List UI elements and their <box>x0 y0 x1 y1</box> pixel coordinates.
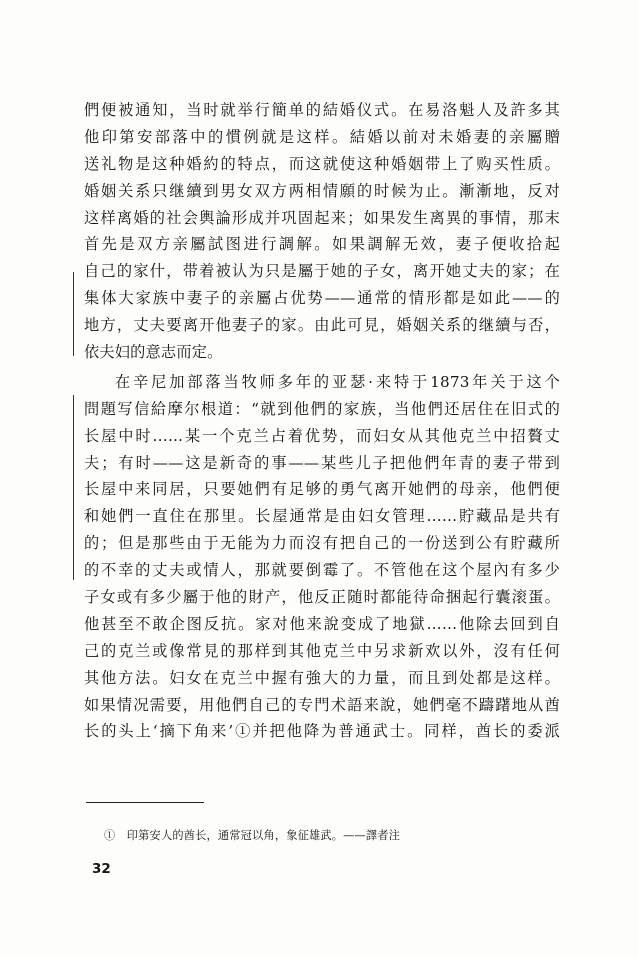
paragraph-2 <box>84 369 560 745</box>
text-line: 长的头上‘摘下角来’①并把他降为普通武士。同样，酋长的委派 <box>84 722 560 741</box>
footnote-divider <box>86 802 204 803</box>
text-line: 們便被通知，当时就举行簡单的結婚仪式。在易洛魁人及許多其 <box>84 101 560 119</box>
text-line: 他甚至不敢企图反抗。家对他来說变成了地獄……他除去回到自 <box>84 614 560 633</box>
text-line: 地方，丈夫要离开他妻子的家。由此可見，婚姻关系的继續与否， <box>84 316 560 335</box>
text-line: 依夫妇的意志而定。 <box>84 343 223 362</box>
text-line: 和她們一直住在那里。长屋通常是由妇女管理……貯藏品是共有 <box>84 507 560 526</box>
text-line: 己的克兰或像常見的那样到其他克兰中另求新欢以外，沒有任何 <box>84 641 560 660</box>
body-text <box>84 97 560 745</box>
text-line: 的；但是那些由于无能为力而沒有把自己的一份送到公有貯藏所 <box>84 534 560 553</box>
text-line: 自己的家什，带着被认为只是屬于她的子女，离开她丈夫的家；在 <box>84 262 560 281</box>
margin-marker-line <box>73 395 74 580</box>
text-line: 的不幸的丈夫或情人，那就要倒霉了。不管他在这个屋內有多少 <box>84 561 560 580</box>
text-line: 首先是双方亲屬試图进行調解。如果調解无效，妻子便收拾起 <box>84 235 560 254</box>
text-line: 問題写信給摩尔根道：“就到他們的家族，当他們还居住在旧式的 <box>84 399 560 418</box>
paragraph-1 <box>84 97 560 366</box>
text-line: 集体大家族中妻子的亲屬占优势——通常的情形都是如此——的 <box>84 289 560 308</box>
text-line: 长屋中时……某一个克兰占着优势，而妇女从其他克兰中招贅丈 <box>84 426 560 445</box>
text-line: 这样离婚的社会輿論形成并巩固起来；如果发生离異的事情，那末 <box>84 208 560 227</box>
text-line: 长屋中来同居，只要她們有足够的勇气离开她們的母亲，他們便 <box>84 480 560 499</box>
text-line: 如果情况需要，用他們自己的专門术語来說，她們毫不躊躇地从酋 <box>84 695 560 714</box>
page-number: 32 <box>92 861 111 877</box>
margin-marker-line <box>73 272 74 356</box>
text-line: 送礼物是这种婚約的特点，而这就使这种婚姻带上了购买性质。 <box>84 154 560 173</box>
text-line: 夫；有时——这是新奇的事——某些儿子把他們年青的妻子带到 <box>84 453 560 472</box>
text-line: 婚姻关系只继續到男女双方两相情願的时候为止。漸漸地，反对 <box>84 181 560 200</box>
footnote: ① 印第安人的酋长，通常冠以角，象征雄武。——譯者注 <box>104 829 401 842</box>
text-line: 他印第安部落中的慣例就是这样。結婚以前对未婚妻的亲屬贈 <box>84 127 560 146</box>
text-line: 在辛尼加部落当牧师多年的亚瑟·来特于1873年关于这个 <box>115 372 560 391</box>
text-line: 其他方法。妇女在克兰中握有強大的力量，而且到处都是这样。 <box>84 668 560 687</box>
text-line: 子女或有多少屬于他的財产，他反正随时都能待命捆起行囊滚蛋。 <box>84 588 560 607</box>
